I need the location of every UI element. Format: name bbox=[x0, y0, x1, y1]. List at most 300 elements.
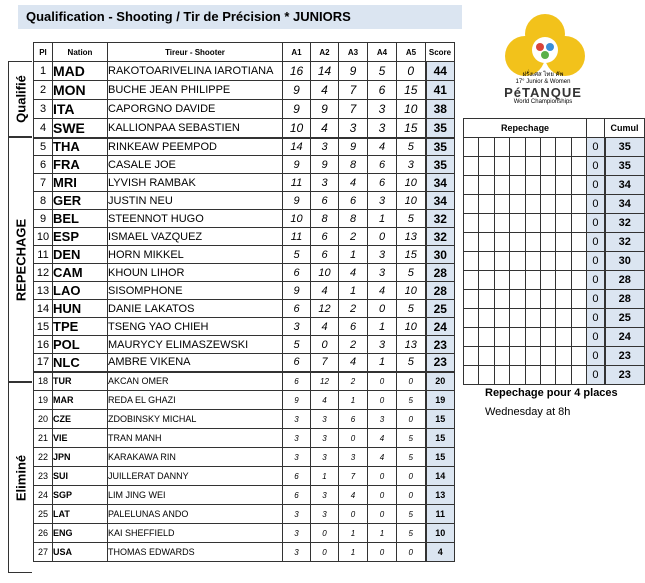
a1-cell: 3 bbox=[283, 524, 311, 543]
repechage-empty-cell bbox=[494, 214, 509, 233]
a5-cell: 10 bbox=[397, 282, 426, 300]
a1-cell: 10 bbox=[283, 210, 311, 228]
shooter-cell: JUSTIN NEU bbox=[108, 192, 283, 210]
nation-cell: ESP bbox=[53, 228, 108, 246]
table-row bbox=[34, 138, 455, 156]
a5-cell: 15 bbox=[397, 81, 426, 100]
a4-cell: 1 bbox=[368, 318, 397, 336]
repechage-score-cell: 0 bbox=[587, 347, 605, 366]
a3-cell: 6 bbox=[339, 192, 368, 210]
repechage-empty-cell bbox=[540, 157, 555, 176]
a2-cell: 6 bbox=[311, 192, 339, 210]
repechage-score-cell: 0 bbox=[587, 252, 605, 271]
a5-cell: 13 bbox=[397, 336, 426, 354]
rank-cell: 2 bbox=[34, 81, 53, 100]
repechage-row bbox=[464, 309, 645, 328]
a5-cell: 5 bbox=[397, 138, 426, 156]
repechage-empty-cell bbox=[556, 271, 571, 290]
repechage-empty-cell bbox=[525, 233, 540, 252]
nation-cell: LAO bbox=[53, 282, 108, 300]
nation-cell: ENG bbox=[53, 524, 108, 543]
repechage-empty-cell bbox=[494, 328, 509, 347]
nation-cell: SGP bbox=[53, 486, 108, 505]
a1-cell: 9 bbox=[283, 156, 311, 174]
a2-cell: 4 bbox=[311, 81, 339, 100]
a3-cell: 2 bbox=[339, 336, 368, 354]
cumul-cell: 35 bbox=[605, 138, 645, 157]
group-eliminated: Eliminé bbox=[8, 382, 32, 573]
repechage-row bbox=[464, 366, 645, 385]
nation-cell: THA bbox=[53, 138, 108, 156]
repechage-empty-cell bbox=[571, 328, 586, 347]
a2-cell: 4 bbox=[311, 318, 339, 336]
header-a1: A1 bbox=[283, 43, 311, 62]
a1-cell: 6 bbox=[283, 300, 311, 318]
score-cell: 34 bbox=[426, 174, 455, 192]
a1-cell: 11 bbox=[283, 174, 311, 192]
repechage-empty-cell bbox=[510, 252, 525, 271]
nation-cell: JPN bbox=[53, 448, 108, 467]
repechage-empty-cell bbox=[510, 347, 525, 366]
repechage-empty-cell bbox=[464, 347, 479, 366]
results-table bbox=[33, 42, 455, 562]
a3-cell: 2 bbox=[339, 300, 368, 318]
repechage-empty-cell bbox=[540, 233, 555, 252]
score-cell: 24 bbox=[426, 318, 455, 336]
repechage-empty-cell bbox=[464, 366, 479, 385]
score-cell: 32 bbox=[426, 210, 455, 228]
a2-cell: 3 bbox=[311, 486, 339, 505]
score-cell: 35 bbox=[426, 156, 455, 174]
a4-cell: 0 bbox=[368, 505, 397, 524]
repechage-empty-cell bbox=[556, 309, 571, 328]
a4-cell: 0 bbox=[368, 543, 397, 562]
rank-cell: 12 bbox=[34, 264, 53, 282]
repechage-empty-cell bbox=[479, 214, 494, 233]
table-row bbox=[34, 174, 455, 192]
rank-cell: 3 bbox=[34, 100, 53, 119]
repechage-empty-cell bbox=[494, 366, 509, 385]
nation-cell: CAM bbox=[53, 264, 108, 282]
repechage-empty-cell bbox=[540, 309, 555, 328]
a5-cell: 15 bbox=[397, 246, 426, 264]
a4-cell: 4 bbox=[368, 282, 397, 300]
cumul-cell: 32 bbox=[605, 233, 645, 252]
repechage-empty-cell bbox=[556, 157, 571, 176]
repechage-empty-cell bbox=[540, 366, 555, 385]
repechage-empty-cell bbox=[525, 309, 540, 328]
repechage-empty-cell bbox=[510, 176, 525, 195]
a1-cell: 5 bbox=[283, 246, 311, 264]
repechage-empty-cell bbox=[464, 157, 479, 176]
nation-cell: MRI bbox=[53, 174, 108, 192]
repechage-empty-cell bbox=[510, 233, 525, 252]
cumul-cell: 34 bbox=[605, 176, 645, 195]
table-row bbox=[34, 486, 455, 505]
repechage-empty-cell bbox=[525, 176, 540, 195]
score-cell: 25 bbox=[426, 300, 455, 318]
cumul-cell: 28 bbox=[605, 271, 645, 290]
rank-cell: 16 bbox=[34, 336, 53, 354]
a3-cell: 4 bbox=[339, 264, 368, 282]
a5-cell: 5 bbox=[397, 448, 426, 467]
repechage-empty-cell bbox=[525, 157, 540, 176]
a5-cell: 5 bbox=[397, 524, 426, 543]
nation-cell: FRA bbox=[53, 156, 108, 174]
rank-cell: 26 bbox=[34, 524, 53, 543]
a1-cell: 6 bbox=[283, 264, 311, 282]
a5-cell: 0 bbox=[397, 486, 426, 505]
repechage-row bbox=[464, 252, 645, 271]
table-row bbox=[34, 524, 455, 543]
shooter-cell: JUILLERAT DANNY bbox=[108, 467, 283, 486]
a1-cell: 9 bbox=[283, 192, 311, 210]
a1-cell: 6 bbox=[283, 372, 311, 391]
a1-cell: 5 bbox=[283, 336, 311, 354]
a4-cell: 1 bbox=[368, 210, 397, 228]
a3-cell: 8 bbox=[339, 210, 368, 228]
nation-cell: POL bbox=[53, 336, 108, 354]
nation-cell: TUR bbox=[53, 372, 108, 391]
a3-cell: 2 bbox=[339, 228, 368, 246]
repechage-empty-cell bbox=[464, 233, 479, 252]
nation-cell: SUI bbox=[53, 467, 108, 486]
a2-cell: 8 bbox=[311, 210, 339, 228]
repechage-empty-cell bbox=[571, 271, 586, 290]
repechage-header-row bbox=[464, 119, 645, 138]
shooter-cell: TRAN MANH bbox=[108, 429, 283, 448]
a5-cell: 0 bbox=[397, 410, 426, 429]
shooter-cell: AKCAN OMER bbox=[108, 372, 283, 391]
repechage-score-cell: 0 bbox=[587, 195, 605, 214]
repechage-empty-cell bbox=[540, 176, 555, 195]
score-cell: 34 bbox=[426, 192, 455, 210]
table-row bbox=[34, 372, 455, 391]
a2-cell: 4 bbox=[311, 119, 339, 138]
repechage-empty-cell bbox=[525, 138, 540, 157]
repechage-empty-cell bbox=[479, 290, 494, 309]
repechage-empty-cell bbox=[479, 195, 494, 214]
a5-cell: 5 bbox=[397, 391, 426, 410]
table-row bbox=[34, 354, 455, 372]
nation-cell: NLC bbox=[53, 354, 108, 372]
shooter-cell: ISMAEL VAZQUEZ bbox=[108, 228, 283, 246]
logo-caption bbox=[468, 72, 618, 106]
table-row bbox=[34, 246, 455, 264]
table-row bbox=[34, 300, 455, 318]
shooter-cell: PALELUNAS ANDO bbox=[108, 505, 283, 524]
nation-cell: USA bbox=[53, 543, 108, 562]
shooter-cell: BUCHE JEAN PHILIPPE bbox=[108, 81, 283, 100]
repechage-row bbox=[464, 138, 645, 157]
repechage-empty-cell bbox=[571, 176, 586, 195]
repechage-empty-cell bbox=[494, 195, 509, 214]
cumul-cell: 30 bbox=[605, 252, 645, 271]
a5-cell: 0 bbox=[397, 372, 426, 391]
a5-cell: 5 bbox=[397, 429, 426, 448]
a1-cell: 6 bbox=[283, 467, 311, 486]
repechage-row bbox=[464, 214, 645, 233]
a5-cell: 0 bbox=[397, 467, 426, 486]
cumul-cell: 34 bbox=[605, 195, 645, 214]
repechage-empty-cell bbox=[525, 195, 540, 214]
a3-cell: 4 bbox=[339, 354, 368, 372]
a2-cell: 7 bbox=[311, 354, 339, 372]
repechage-score-cell: 0 bbox=[587, 157, 605, 176]
a2-cell: 3 bbox=[311, 410, 339, 429]
repechage-empty-cell bbox=[494, 309, 509, 328]
a1-cell: 3 bbox=[283, 543, 311, 562]
a1-cell: 3 bbox=[283, 429, 311, 448]
a5-cell: 10 bbox=[397, 318, 426, 336]
repechage-score-cell: 0 bbox=[587, 366, 605, 385]
nation-cell: VIE bbox=[53, 429, 108, 448]
a1-cell: 9 bbox=[283, 391, 311, 410]
repechage-empty-cell bbox=[494, 233, 509, 252]
rank-cell: 9 bbox=[34, 210, 53, 228]
a4-cell: 0 bbox=[368, 467, 397, 486]
header-pl: Pl bbox=[34, 43, 53, 62]
shooter-cell: MAURYCY ELIMASZEWSKI bbox=[108, 336, 283, 354]
repechage-empty-cell bbox=[556, 214, 571, 233]
rank-cell: 5 bbox=[34, 138, 53, 156]
a2-cell: 4 bbox=[311, 391, 339, 410]
repechage-empty-cell bbox=[525, 290, 540, 309]
a1-cell: 14 bbox=[283, 138, 311, 156]
header-score: Score bbox=[426, 43, 455, 62]
repechage-empty-cell bbox=[556, 176, 571, 195]
repechage-score-cell: 0 bbox=[587, 138, 605, 157]
repechage-empty-cell bbox=[556, 138, 571, 157]
a1-cell: 9 bbox=[283, 282, 311, 300]
table-row bbox=[34, 448, 455, 467]
a1-cell: 6 bbox=[283, 354, 311, 372]
repechage-empty-cell bbox=[540, 138, 555, 157]
a4-cell: 3 bbox=[368, 246, 397, 264]
a1-cell: 3 bbox=[283, 448, 311, 467]
repechage-empty-cell bbox=[479, 157, 494, 176]
table-row bbox=[34, 119, 455, 138]
score-cell: 4 bbox=[426, 543, 455, 562]
repechage-score-cell: 0 bbox=[587, 309, 605, 328]
a3-cell: 1 bbox=[339, 282, 368, 300]
repechage-empty-cell bbox=[540, 290, 555, 309]
a4-cell: 3 bbox=[368, 336, 397, 354]
repechage-empty-cell bbox=[540, 328, 555, 347]
score-cell: 35 bbox=[426, 138, 455, 156]
repechage-empty-cell bbox=[510, 366, 525, 385]
page-title: Qualification - Shooting / Tir de Précision * JUNIORS bbox=[18, 5, 462, 29]
table-row bbox=[34, 410, 455, 429]
repechage-empty-cell bbox=[571, 157, 586, 176]
a2-cell: 12 bbox=[311, 372, 339, 391]
score-cell: 28 bbox=[426, 282, 455, 300]
a5-cell: 10 bbox=[397, 192, 426, 210]
repechage-empty-cell bbox=[540, 214, 555, 233]
repechage-empty-cell bbox=[556, 290, 571, 309]
repechage-empty-cell bbox=[479, 271, 494, 290]
shooter-cell: KHOUN LIHOR bbox=[108, 264, 283, 282]
table-row bbox=[34, 318, 455, 336]
repechage-table bbox=[463, 118, 645, 385]
a4-cell: 3 bbox=[368, 192, 397, 210]
a2-cell: 12 bbox=[311, 300, 339, 318]
header-row bbox=[34, 43, 455, 62]
repechage-empty-cell bbox=[571, 252, 586, 271]
a4-cell: 6 bbox=[368, 174, 397, 192]
a4-cell: 3 bbox=[368, 410, 397, 429]
rank-cell: 23 bbox=[34, 467, 53, 486]
logo-subtitle: World Championships bbox=[513, 99, 573, 105]
shooter-cell: AMBRE VIKENA bbox=[108, 354, 283, 372]
score-cell: 19 bbox=[426, 391, 455, 410]
repechage-row bbox=[464, 233, 645, 252]
rank-cell: 24 bbox=[34, 486, 53, 505]
repechage-empty-cell bbox=[510, 138, 525, 157]
shooter-cell: CASALE JOE bbox=[108, 156, 283, 174]
cumul-cell: 35 bbox=[605, 157, 645, 176]
shooter-cell: LIM JING WEI bbox=[108, 486, 283, 505]
shooter-cell: KARAKAWA RIN bbox=[108, 448, 283, 467]
repechage-empty-cell bbox=[479, 252, 494, 271]
rank-cell: 10 bbox=[34, 228, 53, 246]
repechage-empty-cell bbox=[494, 138, 509, 157]
shooter-cell: STEENNOT HUGO bbox=[108, 210, 283, 228]
repechage-row bbox=[464, 347, 645, 366]
a2-cell: 3 bbox=[311, 448, 339, 467]
a3-cell: 0 bbox=[339, 505, 368, 524]
a5-cell: 0 bbox=[397, 62, 426, 81]
a3-cell: 3 bbox=[339, 119, 368, 138]
table-row bbox=[34, 505, 455, 524]
repechage-empty-cell bbox=[556, 195, 571, 214]
nation-cell: CZE bbox=[53, 410, 108, 429]
repechage-empty-cell bbox=[540, 347, 555, 366]
table-row bbox=[34, 543, 455, 562]
a4-cell: 0 bbox=[368, 372, 397, 391]
nation-cell: LAT bbox=[53, 505, 108, 524]
a1-cell: 9 bbox=[283, 81, 311, 100]
repechage-empty-cell bbox=[571, 347, 586, 366]
repechage-empty-cell bbox=[556, 328, 571, 347]
nation-cell: MON bbox=[53, 81, 108, 100]
rank-cell: 20 bbox=[34, 410, 53, 429]
repechage-row bbox=[464, 176, 645, 195]
repechage-empty-cell bbox=[571, 366, 586, 385]
repechage-empty-cell bbox=[464, 138, 479, 157]
a4-cell: 0 bbox=[368, 391, 397, 410]
a5-cell: 5 bbox=[397, 264, 426, 282]
repechage-empty-cell bbox=[540, 195, 555, 214]
nation-cell: MAD bbox=[53, 62, 108, 81]
repechage-score-cell: 0 bbox=[587, 214, 605, 233]
score-cell: 32 bbox=[426, 228, 455, 246]
repechage-empty-cell bbox=[525, 347, 540, 366]
shooter-cell: REDA EL GHAZI bbox=[108, 391, 283, 410]
a2-cell: 0 bbox=[311, 524, 339, 543]
a5-cell: 3 bbox=[397, 156, 426, 174]
score-cell: 15 bbox=[426, 429, 455, 448]
repechage-empty-cell bbox=[479, 347, 494, 366]
a2-cell: 1 bbox=[311, 467, 339, 486]
shooter-cell: RAKOTOARIVELINA IAROTIANA bbox=[108, 62, 283, 81]
nation-cell: GER bbox=[53, 192, 108, 210]
score-cell: 23 bbox=[426, 354, 455, 372]
shooter-cell: THOMAS EDWARDS bbox=[108, 543, 283, 562]
score-cell: 15 bbox=[426, 448, 455, 467]
header-a5: A5 bbox=[397, 43, 426, 62]
a3-cell: 4 bbox=[339, 174, 368, 192]
repechage-empty-cell bbox=[510, 195, 525, 214]
repechage-empty-cell bbox=[464, 195, 479, 214]
shooter-cell: KAI SHEFFIELD bbox=[108, 524, 283, 543]
a3-cell: 1 bbox=[339, 524, 368, 543]
rank-cell: 18 bbox=[34, 372, 53, 391]
a1-cell: 10 bbox=[283, 119, 311, 138]
a2-cell: 4 bbox=[311, 282, 339, 300]
header-shooter: Tireur - Shooter bbox=[108, 43, 283, 62]
shooter-cell: ZDOBINSKY MICHAL bbox=[108, 410, 283, 429]
nation-cell: TPE bbox=[53, 318, 108, 336]
repechage-empty-cell bbox=[510, 290, 525, 309]
cumul-cell: 24 bbox=[605, 328, 645, 347]
shooter-cell: HORN MIKKEL bbox=[108, 246, 283, 264]
a3-cell: 7 bbox=[339, 81, 368, 100]
repechage-empty-cell bbox=[525, 271, 540, 290]
table-row bbox=[34, 264, 455, 282]
score-cell: 44 bbox=[426, 62, 455, 81]
a5-cell: 15 bbox=[397, 119, 426, 138]
repechage-score-cell: 0 bbox=[587, 271, 605, 290]
cumul-cell: 32 bbox=[605, 214, 645, 233]
a3-cell: 6 bbox=[339, 410, 368, 429]
rank-cell: 4 bbox=[34, 119, 53, 138]
repechage-empty-cell bbox=[464, 290, 479, 309]
a4-cell: 1 bbox=[368, 524, 397, 543]
repechage-empty-cell bbox=[479, 309, 494, 328]
score-cell: 38 bbox=[426, 100, 455, 119]
logo-brand: PéTANQUE bbox=[504, 85, 582, 100]
score-cell: 35 bbox=[426, 119, 455, 138]
a4-cell: 5 bbox=[368, 62, 397, 81]
a5-cell: 10 bbox=[397, 100, 426, 119]
repechage-empty-cell bbox=[494, 271, 509, 290]
repechage-empty-cell bbox=[479, 138, 494, 157]
repechage-empty-cell bbox=[525, 252, 540, 271]
a3-cell: 2 bbox=[339, 372, 368, 391]
table-row bbox=[34, 81, 455, 100]
rank-cell: 8 bbox=[34, 192, 53, 210]
a1-cell: 9 bbox=[283, 100, 311, 119]
table-row bbox=[34, 336, 455, 354]
repechage-empty-cell bbox=[525, 328, 540, 347]
repechage-empty-cell bbox=[464, 309, 479, 328]
a2-cell: 14 bbox=[311, 62, 339, 81]
nation-cell: ITA bbox=[53, 100, 108, 119]
a2-cell: 0 bbox=[311, 543, 339, 562]
header-a4: A4 bbox=[368, 43, 397, 62]
rank-cell: 25 bbox=[34, 505, 53, 524]
repechage-blank-header bbox=[587, 119, 605, 138]
repechage-empty-cell bbox=[494, 290, 509, 309]
a2-cell: 9 bbox=[311, 100, 339, 119]
repechage-empty-cell bbox=[510, 214, 525, 233]
a2-cell: 3 bbox=[311, 138, 339, 156]
repechage-header: Repechage bbox=[464, 119, 587, 138]
nation-cell: MAR bbox=[53, 391, 108, 410]
score-cell: 11 bbox=[426, 505, 455, 524]
repechage-empty-cell bbox=[494, 252, 509, 271]
